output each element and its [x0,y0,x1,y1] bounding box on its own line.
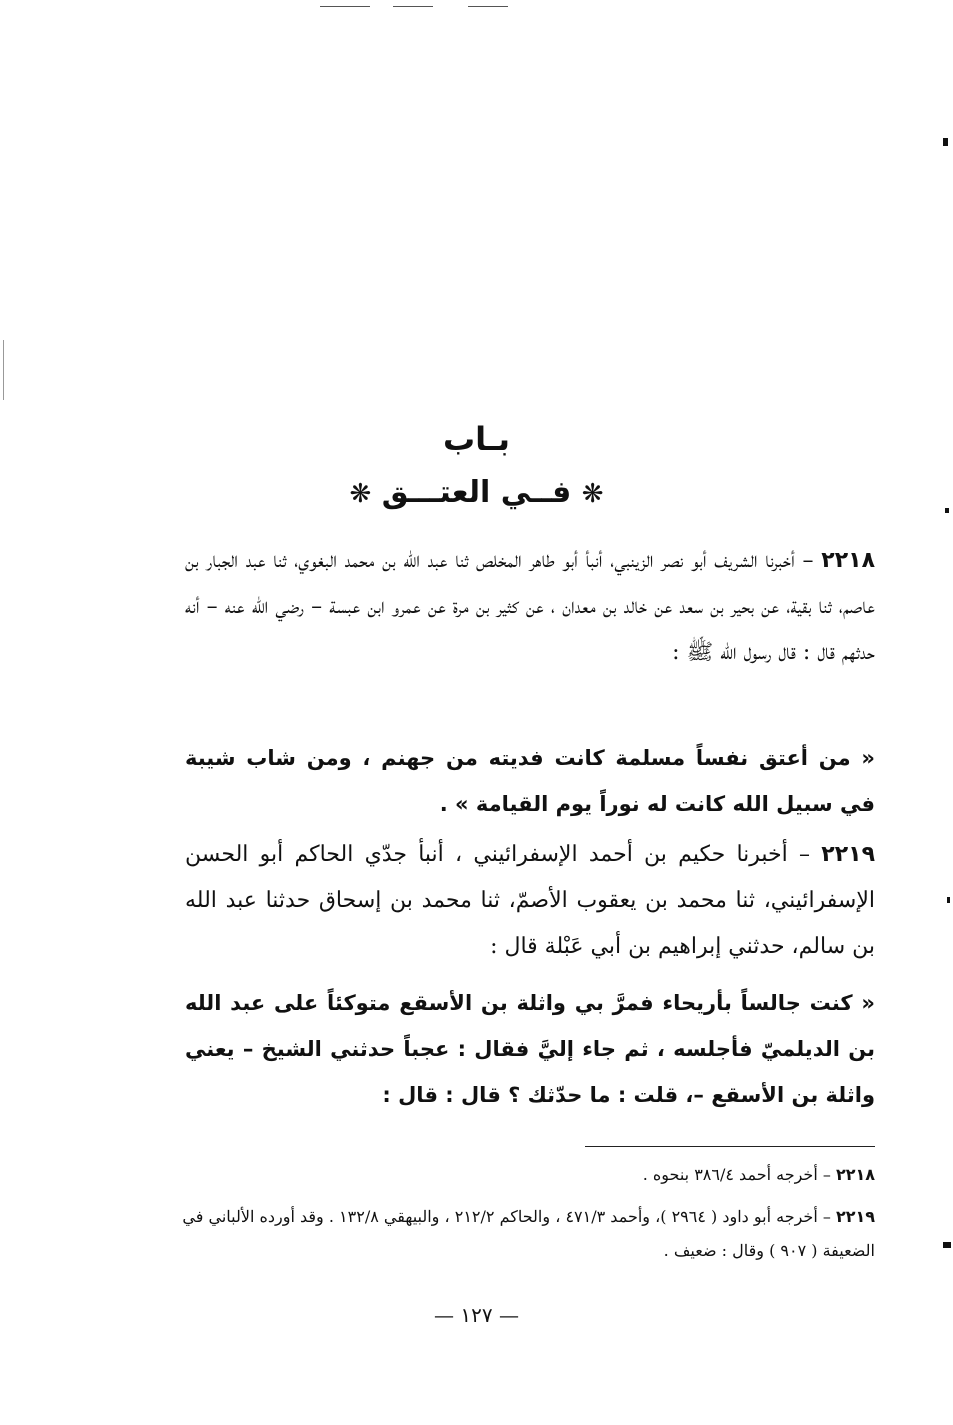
footnote-number: ٢٢١٨ [835,1165,875,1184]
chapter-subtitle [0,475,953,510]
ornament-icon: ❋ [581,479,604,509]
scan-edge-line [320,6,370,7]
footnote-text: – أخرجه أبو داود ( ٢٩٦٤ )، وأحمد ٤٧١/٣ ، والحاكم ٢١٢/٢ ، والبيهقي ١٣٢/٨ . وقد أورده الألباني في الضعيفة ( ٩٠٧ ) وقال : ضعيف . [182,1207,875,1260]
scan-edge-line [468,6,508,7]
hadith-number: ٢٢١٨ [821,548,875,573]
page-number: — ١٢٧ — [434,1303,519,1327]
hadith-2218-isnad [185,538,875,676]
isnad-text: – أخبرنا حكيم بن أحمد الإسفرائيني ، أنبأ جدّي الحاكم أبو الحسن الإسفرائيني، ثنا محمد بن يعقوب الأصمّ، ثنا محمد بن إسحاق حدثنا عبد الله بن سالم، حدثني إبراهيم بن أبي عَبْلة قال : [185,842,875,959]
chapter-heading: بـاب [442,420,511,458]
ornament-icon: ❋ [349,479,372,509]
footnote-text: – أخرجه أحمد ٣٨٦/٤ بنحوه . [642,1165,831,1184]
isnad-text: – أخبرنا الشريف أبو نصر الزينبي، أنبأ أبو طاهر المخلص ثنا عبد الله بن محمد البغوي، ثنا عبد الجبار بن عاصم، ثنا بقية، عن بحير بن سعد عن خالد بن معدان ، عن كثير بن مرة عن عمرو ابن عبسة – رضي الله عنه – أنه حدثهم قال : قال رسول الله ﷺ : [185,548,875,665]
hadith-2219-matn: « كنت جالساً بأريحاء فمرَّ بي واثلة بن الأسقع متوكئاً على عبد الله بن الديلميّ فأجلسه ، ثم جاء إليَّ فقال : عجباً حدثني الشيخ – يعني واثلة بن الأسقع –، قلت : ما حدّثك ؟ قال : قال : [185,991,875,1107]
chapter-title: فــي العتـــق [381,475,572,510]
footnote-separator [585,1146,875,1147]
scan-margin-mark [947,897,950,903]
scan-margin-mark [3,340,4,400]
hadith-2218-matn: « من أعتق نفساً مسلمة كانت فديته من جهنم ، ومن شاب شيبة في سبيل الله كانت له نوراً يوم القيامة » . [185,746,875,816]
hadith-number: ٢٢١٩ [821,842,875,867]
footnote-number: ٢٢١٩ [835,1207,875,1226]
scan-margin-mark [943,1242,951,1248]
scan-edge-line [393,6,433,7]
footnote-2219 [135,1200,875,1268]
scan-margin-mark [943,138,948,146]
footnote-2218 [420,1158,875,1192]
hadith-2219-isnad [185,832,875,970]
